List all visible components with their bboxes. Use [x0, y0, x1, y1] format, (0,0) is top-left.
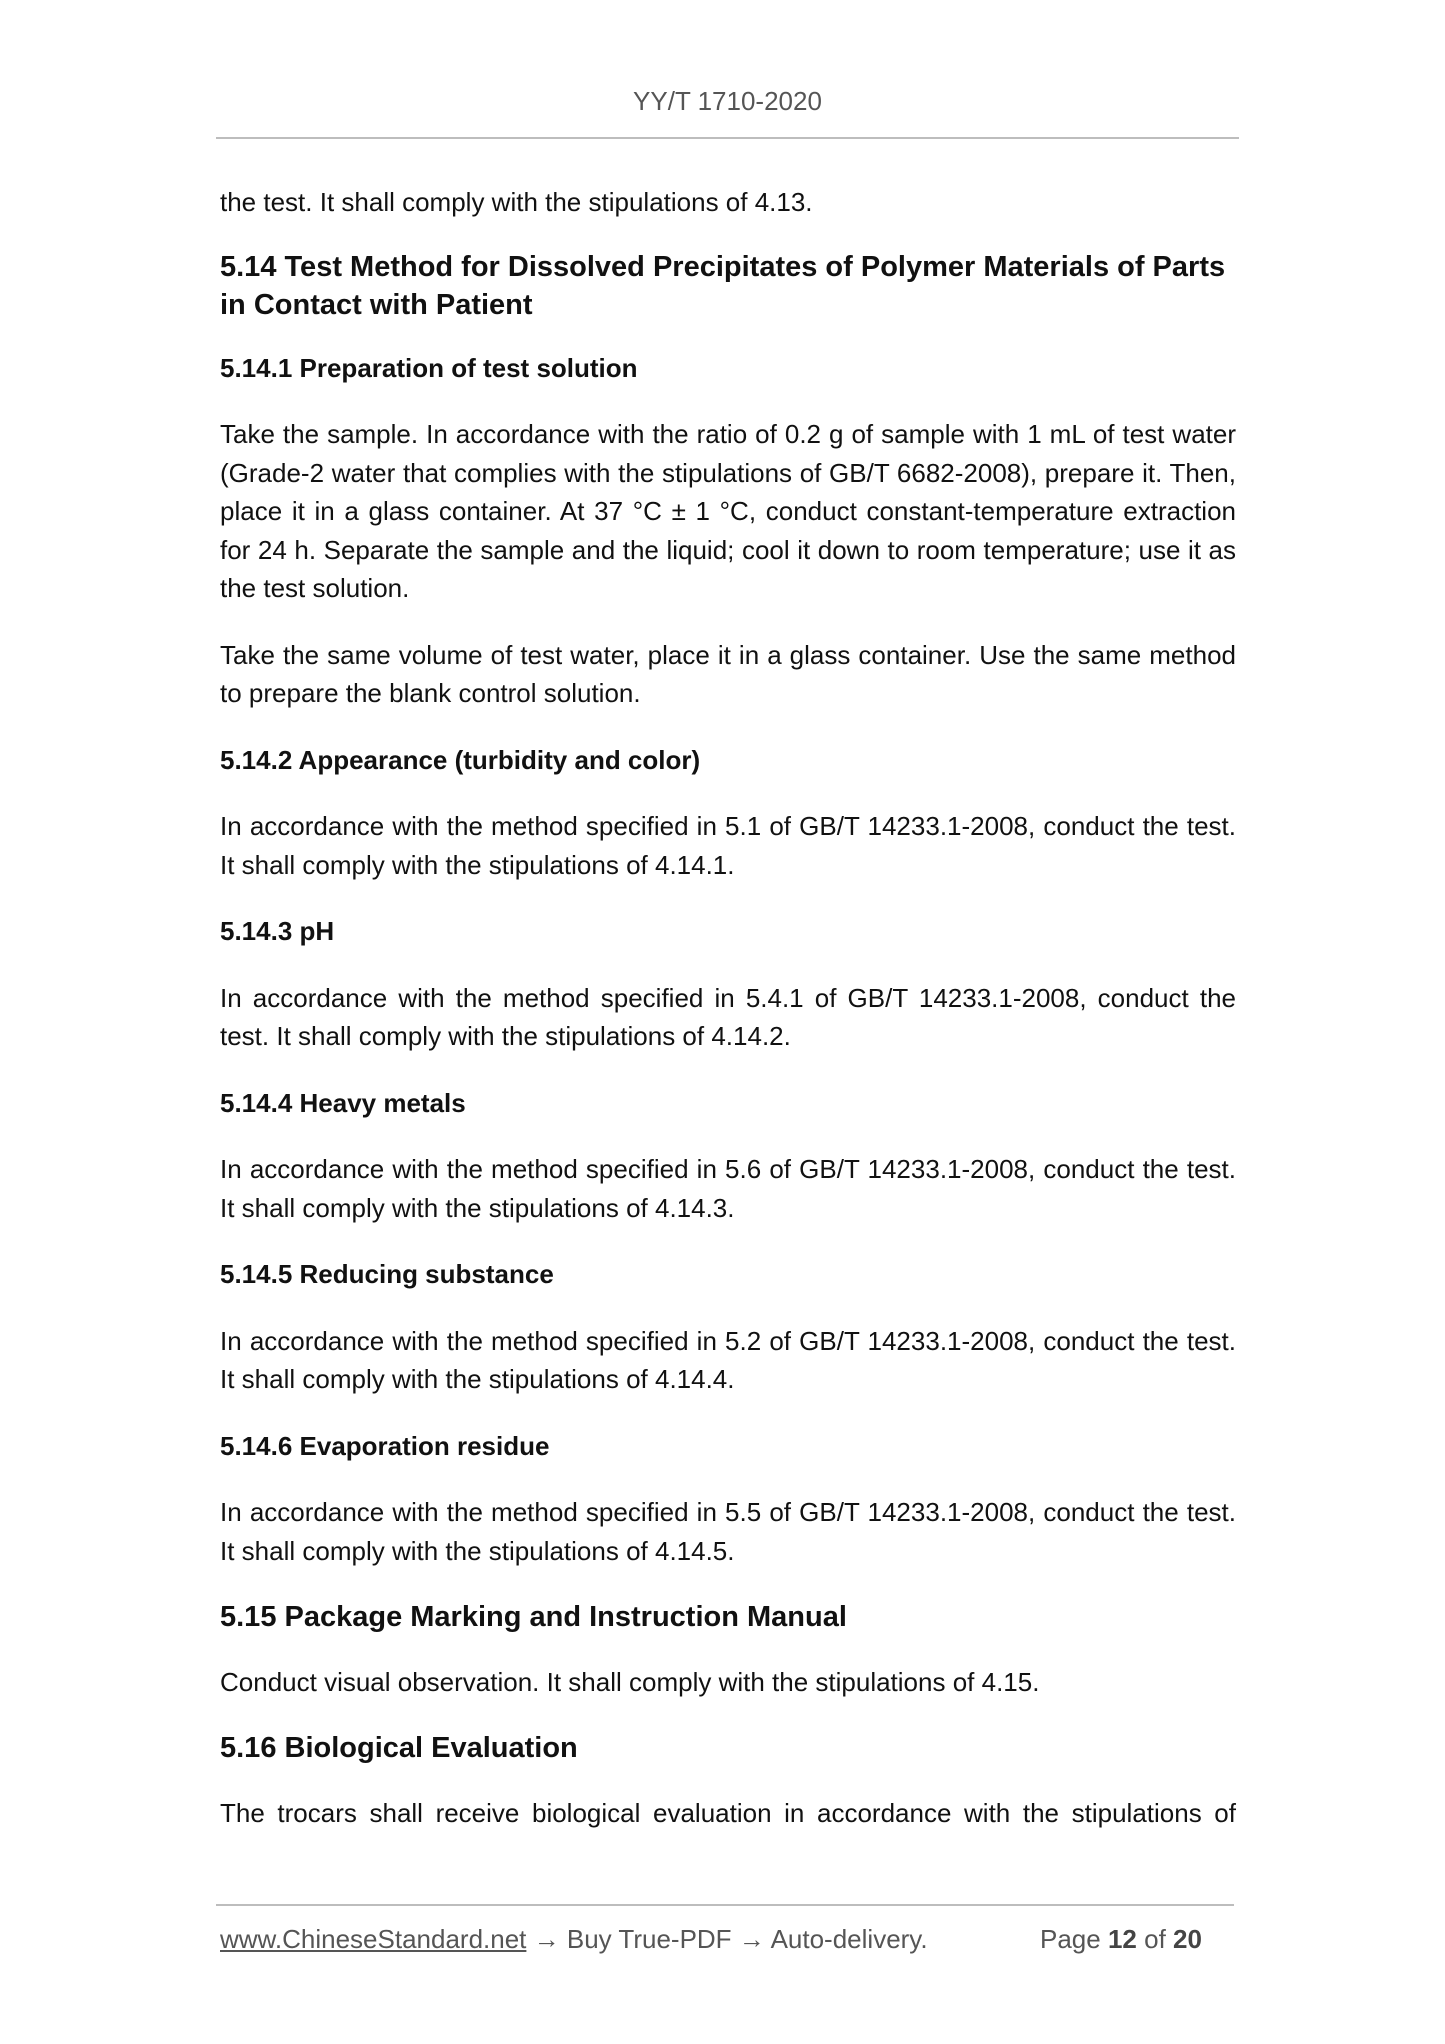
paragraph-visual-observation: Conduct visual observation. It shall comply with the stipulations of 4.15.: [220, 1666, 1040, 1697]
footer-left: [220, 1924, 928, 1955]
paragraph-test-solution: Take the sample. In accordance with the ratio of 0.2 g of sample with 1 mL of test water (Grade-2 water that complies with the stipulations of GB/T 6682-2008), prepare it. Then, place it in a glass container. At 37 °C ± 1 °C, conduct constant-temperature extraction for 24 h. Separate the sample and the liquid; cool it down to room temperature; use it as the test solution.: [220, 419, 1236, 603]
section-heading-5-14: 5.14 Test Method for Dissolved Precipitates of Polymer Materials of Parts in Contact with Patient: [220, 250, 1226, 321]
subsection-heading-5-14-6: 5.14.6 Evaporation residue: [220, 1430, 550, 1461]
paragraph-appearance: In accordance with the method specified in 5.1 of GB/T 14233.1-2008, conduct the test. It shall comply with the stipulations of 4.14.1.: [220, 811, 1236, 880]
page-total: 20: [1173, 1924, 1202, 1954]
website-link[interactable]: www.ChineseStandard.net: [220, 1924, 527, 1954]
of-label: of: [1144, 1924, 1166, 1954]
subsection-heading-5-14-3: 5.14.3 pH: [220, 916, 335, 946]
page-label: Page: [1040, 1924, 1101, 1954]
section-heading-5-16: 5.16 Biological Evaluation: [220, 1732, 578, 1764]
paragraph-biological-evaluation: The trocars shall receive biological evaluation in accordance with the stipulations of: [220, 1797, 1236, 1828]
paragraph-evaporation-residue: In accordance with the method specified in 5.5 of GB/T 14233.1-2008, conduct the test. It shall comply with the stipulations of 4.14.5.: [220, 1497, 1236, 1566]
paragraph-ph: In accordance with the method specified in 5.4.1 of GB/T 14233.1-2008, conduct the test. It shall comply with the stipulations of 4.14.2.: [220, 982, 1236, 1051]
paragraph-blank-control: Take the same volume of test water, place it in a glass container. Use the same method to prepare the blank control solution.: [220, 639, 1236, 708]
page-current: 12: [1107, 1924, 1137, 1954]
header-divider: [216, 137, 1239, 139]
document-body: [220, 183, 1236, 1832]
footer-divider: [216, 1904, 1234, 1906]
paragraph-continuation: the test. It shall comply with the stipulations of 4.13.: [220, 187, 813, 217]
section-heading-5-15: 5.15 Package Marking and Instruction Manual: [220, 1601, 847, 1633]
page-indicator: [1040, 1924, 1202, 1955]
paragraph-reducing-substance: In accordance with the method specified in 5.2 of GB/T 14233.1-2008, conduct the test. It shall comply with the stipulations of 4.14.4.: [220, 1325, 1236, 1394]
subsection-heading-5-14-5: 5.14.5 Reducing substance: [220, 1259, 554, 1289]
footer-tagline: → Buy True-PDF → Auto-delivery.: [526, 1924, 928, 1954]
subsection-heading-5-14-2: 5.14.2 Appearance (turbidity and color): [220, 744, 701, 775]
subsection-heading-5-14-1: 5.14.1 Preparation of test solution: [220, 352, 638, 383]
document-header-id: YY/T 1710-2020: [633, 86, 822, 116]
paragraph-heavy-metals: In accordance with the method specified in 5.6 of GB/T 14233.1-2008, conduct the test. It shall comply with the stipulations of 4.14.3.: [220, 1154, 1236, 1223]
subsection-heading-5-14-4: 5.14.4 Heavy metals: [220, 1087, 466, 1118]
